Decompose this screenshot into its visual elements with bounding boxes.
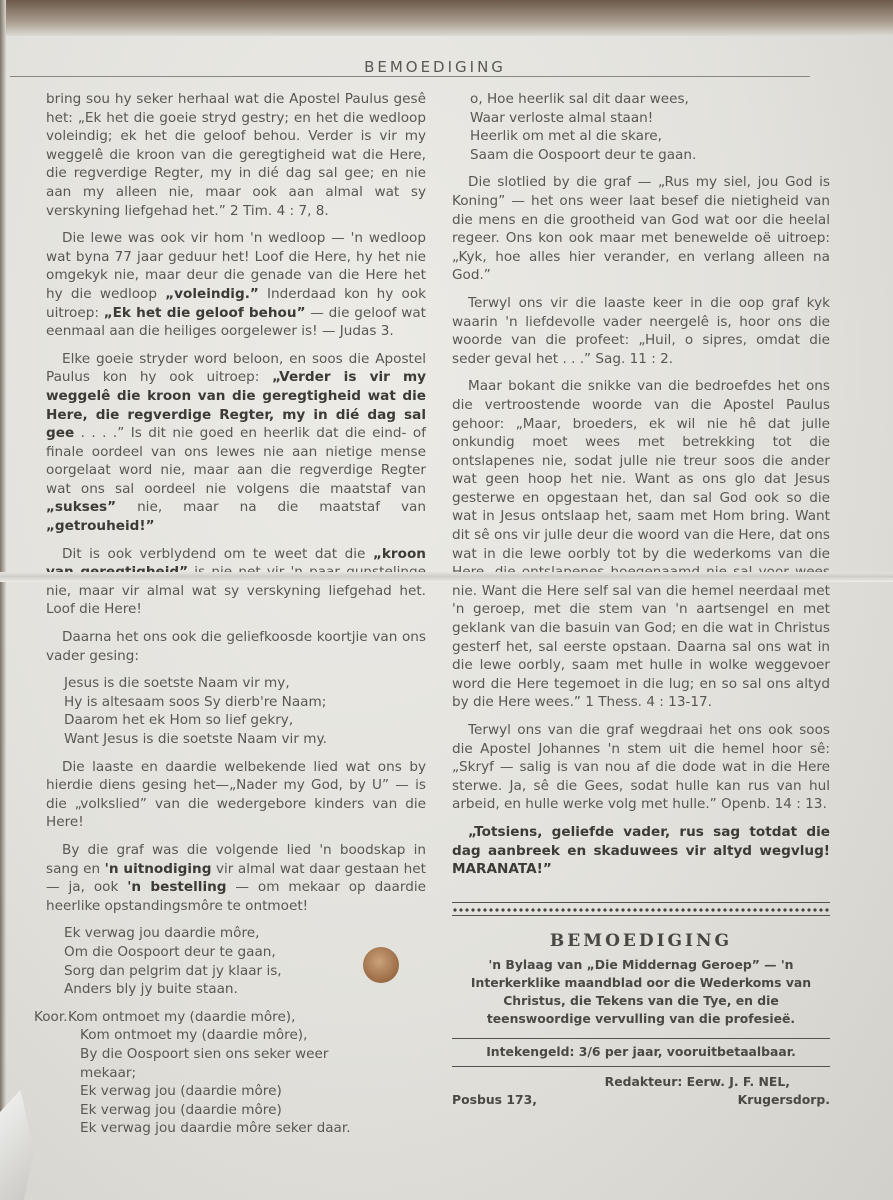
paragraph	[452, 721, 830, 814]
chorus-text: mekaar;	[80, 1064, 137, 1081]
paper-fold-line	[0, 572, 893, 582]
paragraph-gap	[46, 220, 426, 229]
bold-text: „Ek het die geloof behou”	[103, 304, 306, 321]
paragraph	[452, 823, 830, 879]
bold-text: „Totsiens, geliefde vader, rus sag totdat die dag aanbreek en skaduwees vir altyd wegvlug! MARANATA!”	[452, 823, 830, 878]
masthead-box	[452, 902, 830, 1109]
chorus-text: By die Oospoort sien ons seker weer	[80, 1045, 329, 1062]
bold-text: „kroon	[372, 545, 426, 562]
paragraph	[452, 377, 830, 712]
verse-line: Hy is altesaam soos Sy dierb're Naam;	[64, 693, 327, 710]
verse-line: Jesus is die soetste Naam vir my,	[64, 675, 290, 692]
verse-line: Waar verloste almal staan!	[470, 109, 654, 126]
text-run: Die slotlied by die graf — „Rus my siel, jou God is Koning” — het ons weer laat besef die nietigheid van die mens en die grootheid van God wat oor die heelal regeer. Ons kon ook maar met benewelde oë uitroep: „Kyk, hoe alles hier verander, en verlang alleen na God.”	[452, 174, 830, 284]
paragraph-gap	[452, 814, 830, 823]
chorus-line	[80, 1064, 426, 1083]
header-rule	[10, 76, 810, 77]
paragraph	[46, 90, 426, 220]
chorus-line	[80, 1101, 426, 1120]
paragraph-gap	[46, 749, 426, 758]
right-column	[452, 90, 830, 1109]
chorus-text: Ek verwag jou (daardie môre)	[80, 1101, 282, 1118]
paragraph-gap	[452, 164, 830, 173]
verse	[452, 90, 830, 164]
bold-text: 'n uitnodiging	[104, 860, 212, 877]
chorus-text: Ek verwag jou daardie môre seker daar.	[80, 1120, 351, 1137]
paragraph-gap	[452, 368, 830, 377]
verse-line: Sorg dan pelgrim dat jy klaar is,	[64, 962, 282, 979]
masthead-description: 'n Bylaag van „Die Middernag Geroep” — 'n Interkerklike maandblad oor die Wederkoms van Christus, die Tekens van die Tye, en die teenswoordige vervulling van die profesieë.	[470, 957, 812, 1027]
verse	[46, 674, 426, 748]
masthead-rule-bottom	[452, 915, 830, 916]
paragraph-gap	[46, 915, 426, 924]
text-run: Inderdaad kon hy ook uitroep:	[46, 285, 427, 321]
chorus-text: Kom ontmoet my (daardie môre),	[80, 1027, 308, 1044]
paragraph	[46, 841, 426, 915]
paragraph-gap	[452, 712, 830, 721]
paper-corner-tab	[0, 1090, 34, 1200]
paragraph-gap	[46, 619, 426, 628]
chorus	[34, 1008, 426, 1138]
paragraph	[46, 758, 426, 832]
page-left-edge	[0, 0, 6, 1200]
paragraph	[46, 229, 426, 341]
subscription-rule-bottom	[452, 1066, 830, 1067]
paragraph-gap	[46, 341, 426, 350]
bold-text: „sukses”	[46, 499, 117, 516]
masthead-dotted-rule	[452, 907, 830, 913]
verse-line: Daarom het ek Hom so lief gekry,	[64, 712, 294, 729]
chorus-text: Ek verwag jou (daardie môre)	[80, 1083, 282, 1100]
chorus-line	[80, 1026, 426, 1045]
masthead-title: BEMOEDIGING	[549, 930, 733, 951]
bold-text: „getrouheid!”	[46, 518, 155, 535]
verse-line: Want Jesus is die soetste Naam vir my.	[64, 731, 327, 747]
chorus-line	[80, 1119, 426, 1138]
paragraph-gap	[452, 285, 830, 294]
text-run: — die geloof wat eenmaal aan die heiliges oorgelewer is! — Judas 3.	[46, 304, 426, 340]
verse-line: Ek verwag jou daardie môre,	[64, 925, 260, 942]
chorus-label: Koor.	[34, 1008, 68, 1025]
chorus-line	[80, 1045, 426, 1064]
chorus-line	[80, 1082, 426, 1101]
paragraph	[46, 628, 426, 665]
text-run: nie, maar vir almal wat sy verskyning liefgehad het.	[46, 582, 426, 599]
paragraph	[452, 173, 830, 285]
po-box: Posbus 173,	[452, 1091, 537, 1107]
text-run: Terwyl ons vir die laaste keer in die oop graf kyk waarin 'n liefdevolle vader neergelê is, hoor ons die woorde van die profeet: „Huil, o sipres, omdat die seder geval het . . .” Sag. 11 : 2.	[452, 294, 830, 367]
town: Krugersdorp.	[737, 1091, 830, 1107]
bold-text: „voleindig.”	[165, 285, 259, 302]
text-run: Maar bokant die snikke van die bedroefdes het ons die vertroostende woorde van die Apostel Paulus gehoor: „Maar, broeders, ek wil nie hê dat julle onkundig moet wees met betrekking tot die ontslapenes nie, sodat julle nie treur soos die ander wat geen hoop het nie. Want as ons glo dat Jesus gesterwe en opgestaan het, dan sal God ook so die wat in Jesus ontslaap het, saam met Hom bring. Want dit sê ons vir julle deur die woord van die Here, dat ons wat in die lewe oorbly tot by die wederkoms van die nie. Want die Here self sal van die hemel neerdaal met 'n geroep, met die stem van 'n aartsengel en met geklank van die basuin van God; en die wat in Christus gesterf het, sal eerste opstaan. Daarna sal ons wat in die lewe oorbly, saam met hulle in wolke weggevoer word die Here tegemoet in die lug; en so sal ons altyd by die Here wees.” 1 Thess. 4 : 13-17.	[452, 378, 830, 711]
verse-line: o, Hoe heerlik sal dit daar wees,	[470, 91, 689, 107]
text-run: Daarna het ons ook die geliefkoosde koortjie van ons vader gesing:	[46, 629, 426, 664]
address-line	[452, 1091, 830, 1109]
paragraph	[46, 350, 426, 536]
masthead-rule-top	[452, 902, 830, 903]
left-column	[34, 90, 427, 1138]
page-top-edge	[0, 0, 893, 36]
text-run: . . . .” Is dit nie goed en heerlik dat die eind- of finale oordeel van ons lewes nie aan nietige mense oorgelaat word nie, maar aan die regverdige Regter wat ons sal oordeel nie volgens die maatstaf van	[46, 425, 426, 497]
verse-line: Heerlik om met al die skare,	[470, 128, 662, 145]
paragraph-gap	[46, 832, 426, 841]
text-run: bring sou hy seker herhaal wat die Apostel Paulus gesê het: „Ek het die goeie stryd gestry; en het die wedloop voleindig; ek het die geloof behou. Verder is vir my weggelê die kroon van die geregtigheid wat die Here, die regverdige Regter, my in dié dag sal gee; en nie aan my alleen nie, maar ook aan almal wat sy verskyning liefgehad het.” 2 Tim. 4 : 7, 8.	[46, 91, 426, 219]
verse-line: Saam die Oospoort deur te gaan.	[470, 146, 697, 163]
verse-line: Om die Oospoort deur te gaan,	[64, 943, 276, 960]
text-run: nie, maar na die maatstaf van	[116, 499, 426, 516]
paragraph-gap	[452, 879, 830, 888]
text-run: vir almal wat daar gestaan het — ja, ook	[46, 860, 426, 896]
text-run: Dit is ook verblydend om te weet dat die	[62, 545, 373, 562]
bold-text: „Verder is vir my weggelê die kroon van die geregtigheid wat die Here, die regverdige Regter, my in dié dag sal gee	[46, 369, 426, 442]
wax-seal-mark	[363, 947, 399, 983]
paragraph-gap	[46, 536, 426, 545]
verse-line: Anders bly jy buite staan.	[64, 981, 238, 998]
subscription-price: Intekengeld: 3/6 per jaar, vooruitbetaalbaar.	[486, 1044, 796, 1060]
running-header-title: BEMOEDIGING	[364, 58, 506, 76]
editor-line: Redakteur: Eerw. J. F. NEL,	[604, 1073, 790, 1089]
chorus-text: Kom ontmoet my (daardie môre),	[68, 1008, 296, 1025]
text-run: Loof die Here!	[46, 601, 142, 618]
text-run: Die lewe was ook vir hom 'n wedloop — 'n wedloop wat byna 77 jaar geduur het! Loof die Here, hy het nie omgekyk nie, maar deur die genade van die Here het hy die wedloop	[46, 230, 426, 302]
subscription-rule-top	[452, 1038, 830, 1039]
chorus-line	[34, 1008, 426, 1027]
text-run: — om mekaar op daardie heerlike opstandingsmôre te ontmoet!	[46, 879, 426, 914]
paragraph	[452, 294, 830, 368]
text-run: Terwyl ons van die graf wegdraai het ons ook soos die Apostel Johannes 'n stem uit die hemel hoor sê: „Skryf — salig is van nou af die dode wat in die Here sterwe. Ja, sê die Gees, sodat hulle kan rus van hul arbeid, en hulle werke volg met hulle.” Openb. 14 : 13.	[452, 722, 830, 813]
text-run: Die laaste en daardie welbekende lied wat ons by hierdie diens gesing het—„Nader my God, by U” — is die „volkslied” van die wedergebore kinders van die Here!	[46, 758, 426, 831]
paragraph-gap	[46, 999, 426, 1008]
text-run: Elke goeie stryder word beloon, en soos die Apostel Paulus kon hy ook uitroep:	[46, 350, 426, 386]
paragraph-gap	[46, 665, 426, 674]
text-run: By die graf was die volgende lied 'n boodskap in sang en	[46, 841, 426, 877]
bold-text: 'n bestelling	[127, 879, 227, 896]
